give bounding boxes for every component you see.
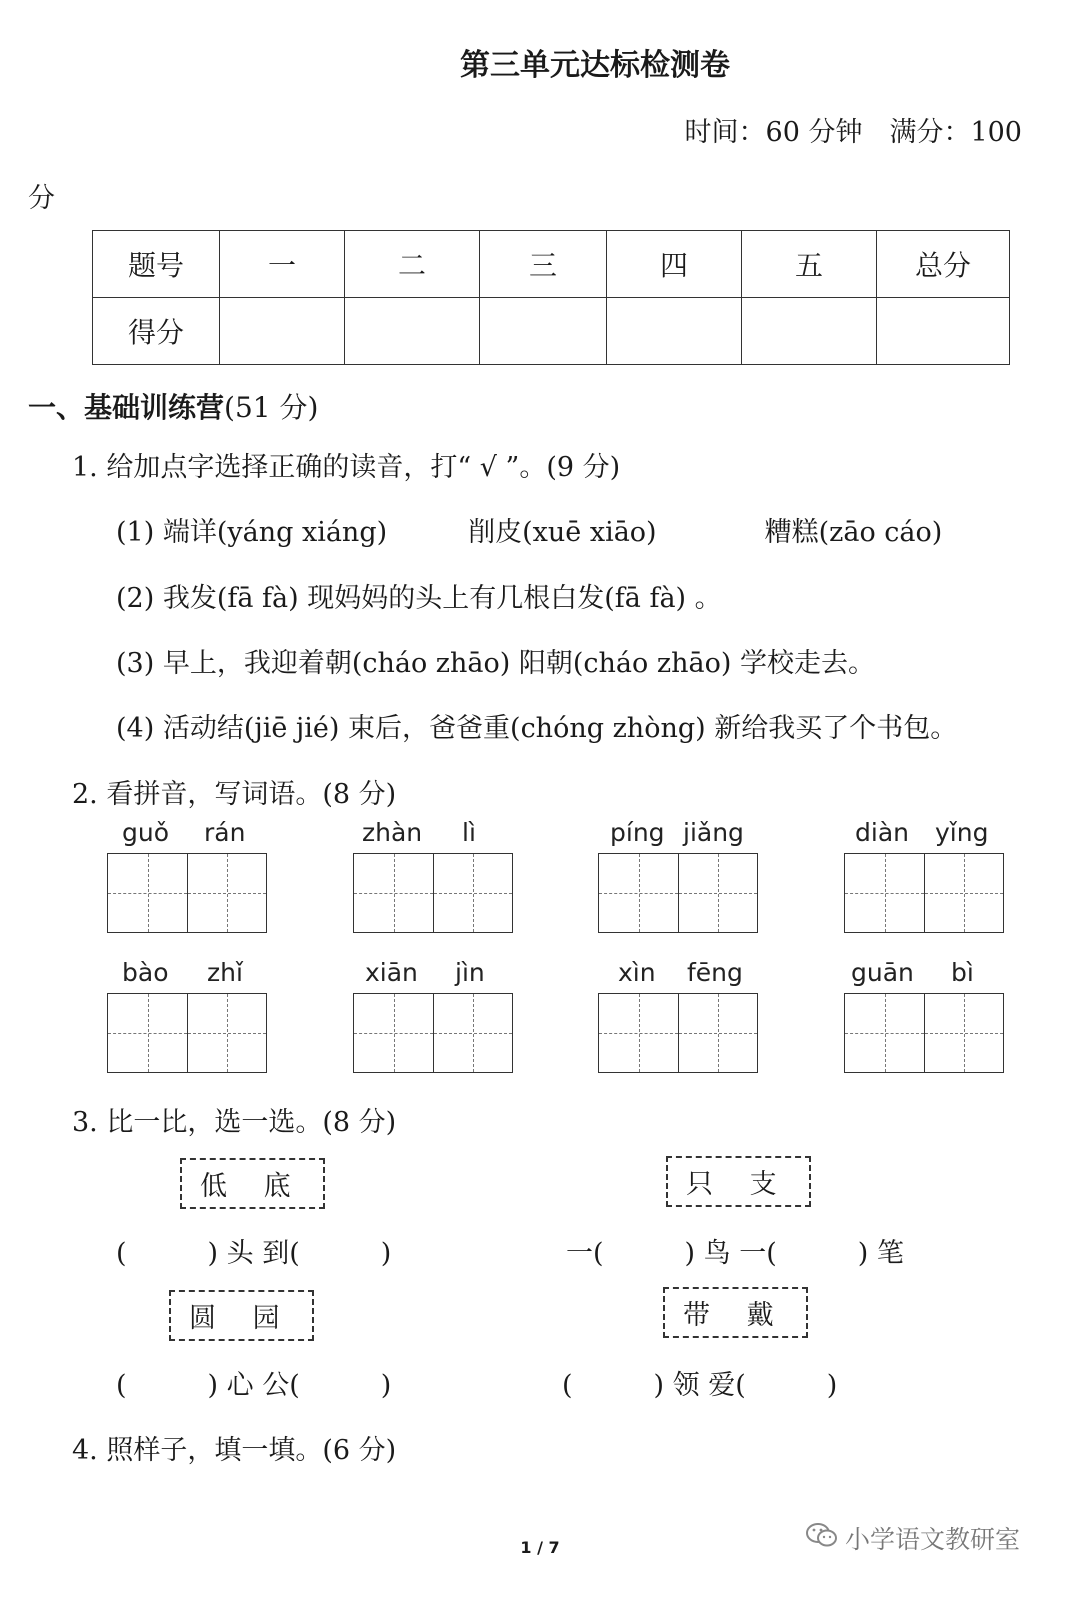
score-input-cell[interactable] bbox=[480, 298, 607, 365]
score-input-cell[interactable] bbox=[742, 298, 877, 365]
score-header-cell: 总分 bbox=[877, 231, 1010, 298]
pinyin-label: bì bbox=[951, 958, 974, 987]
score-header-cell: 五 bbox=[742, 231, 877, 298]
fill-blank-line: 一( ) 鸟 一( ) 笔 bbox=[566, 1238, 904, 1269]
page-number: 1 / 7 bbox=[520, 1538, 560, 1557]
question-1-prompt: 1. 给加点字选择正确的读音，打“ √ ”。(9 分) bbox=[72, 452, 621, 483]
question-1-item: (4) 活动结(jiē jié) 束后，爸爸重(chóng zhòng) 新给我买了个书包。 bbox=[116, 713, 958, 744]
pinyin-label: bào bbox=[122, 958, 169, 987]
pinyin-label: jìn bbox=[455, 958, 485, 987]
writing-grid[interactable] bbox=[107, 853, 267, 933]
score-header-cell: 三 bbox=[480, 231, 607, 298]
question-4-prompt: 4. 照样子，填一填。(6 分) bbox=[72, 1435, 397, 1466]
section-points: (51 分) bbox=[224, 391, 319, 424]
character-choice-box: 低 底 bbox=[180, 1158, 325, 1209]
watermark-text: 小学语文教研室 bbox=[844, 1525, 1020, 1554]
fill-blank-line: ( ) 领 爱( ) bbox=[562, 1370, 838, 1401]
writing-grid[interactable] bbox=[844, 993, 1004, 1073]
fill-blank-line: ( ) 心 公( ) bbox=[116, 1370, 392, 1401]
question-1-item: (2) 我发(fā fà) 现妈妈的头上有几根白发(fā fà) 。 bbox=[116, 583, 722, 614]
pinyin-label: zhǐ bbox=[207, 958, 243, 987]
pinyin-label: lì bbox=[462, 818, 476, 847]
exam-meta-wrap: 分 bbox=[28, 183, 55, 214]
score-table-score-row bbox=[93, 298, 1010, 365]
exam-meta: 时间：60 分钟 满分：100 bbox=[684, 117, 1022, 148]
pinyin-label: zhàn bbox=[362, 818, 423, 847]
pinyin-label: xìn bbox=[618, 958, 656, 987]
question-2-prompt: 2. 看拼音，写词语。(8 分) bbox=[72, 779, 397, 810]
page-title: 第三单元达标检测卷 bbox=[460, 48, 730, 83]
score-input-cell[interactable] bbox=[877, 298, 1010, 365]
score-header-cell: 四 bbox=[607, 231, 742, 298]
score-table bbox=[92, 230, 1010, 365]
question-1-item: (1) 端详(yáng xiáng) 削皮(xuē xiāo) 糟糕(zāo cáo) bbox=[116, 517, 943, 548]
score-input-cell[interactable] bbox=[220, 298, 345, 365]
score-input-cell[interactable] bbox=[345, 298, 480, 365]
writing-grid[interactable] bbox=[598, 993, 758, 1073]
pinyin-label: píng bbox=[610, 818, 665, 847]
score-row-label: 得分 bbox=[93, 298, 220, 365]
pinyin-label: xiān bbox=[365, 958, 418, 987]
writing-grid[interactable] bbox=[353, 993, 513, 1073]
section-heading bbox=[28, 386, 318, 426]
score-header-cell: 一 bbox=[220, 231, 345, 298]
writing-grid[interactable] bbox=[598, 853, 758, 933]
character-choice-box: 只 支 bbox=[666, 1156, 811, 1207]
question-1-item: (3) 早上，我迎着朝(cháo zhāo) 阳朝(cháo zhāo) 学校走去。 bbox=[116, 648, 875, 679]
pinyin-label: fēng bbox=[687, 958, 743, 987]
wechat-icon bbox=[805, 1521, 839, 1555]
score-table-header-row bbox=[93, 231, 1010, 298]
section-label: 一、基础训练营 bbox=[28, 391, 225, 424]
fill-blank-line: ( ) 头 到( ) bbox=[116, 1238, 392, 1269]
writing-grid[interactable] bbox=[353, 853, 513, 933]
writing-grid[interactable] bbox=[844, 853, 1004, 933]
score-header-cell: 题号 bbox=[93, 231, 220, 298]
pinyin-label: guān bbox=[851, 958, 914, 987]
character-choice-box: 圆 园 bbox=[169, 1290, 314, 1341]
pinyin-label: yǐng bbox=[935, 818, 989, 847]
question-3-prompt: 3. 比一比，选一选。(8 分) bbox=[72, 1107, 397, 1138]
pinyin-label: guǒ bbox=[122, 818, 170, 847]
score-header-cell: 二 bbox=[345, 231, 480, 298]
watermark bbox=[805, 1520, 1020, 1556]
character-choice-box: 带 戴 bbox=[663, 1287, 808, 1338]
pinyin-label: rán bbox=[204, 818, 246, 847]
pinyin-label: diàn bbox=[855, 818, 909, 847]
pinyin-label: jiǎng bbox=[683, 818, 744, 847]
score-input-cell[interactable] bbox=[607, 298, 742, 365]
writing-grid[interactable] bbox=[107, 993, 267, 1073]
